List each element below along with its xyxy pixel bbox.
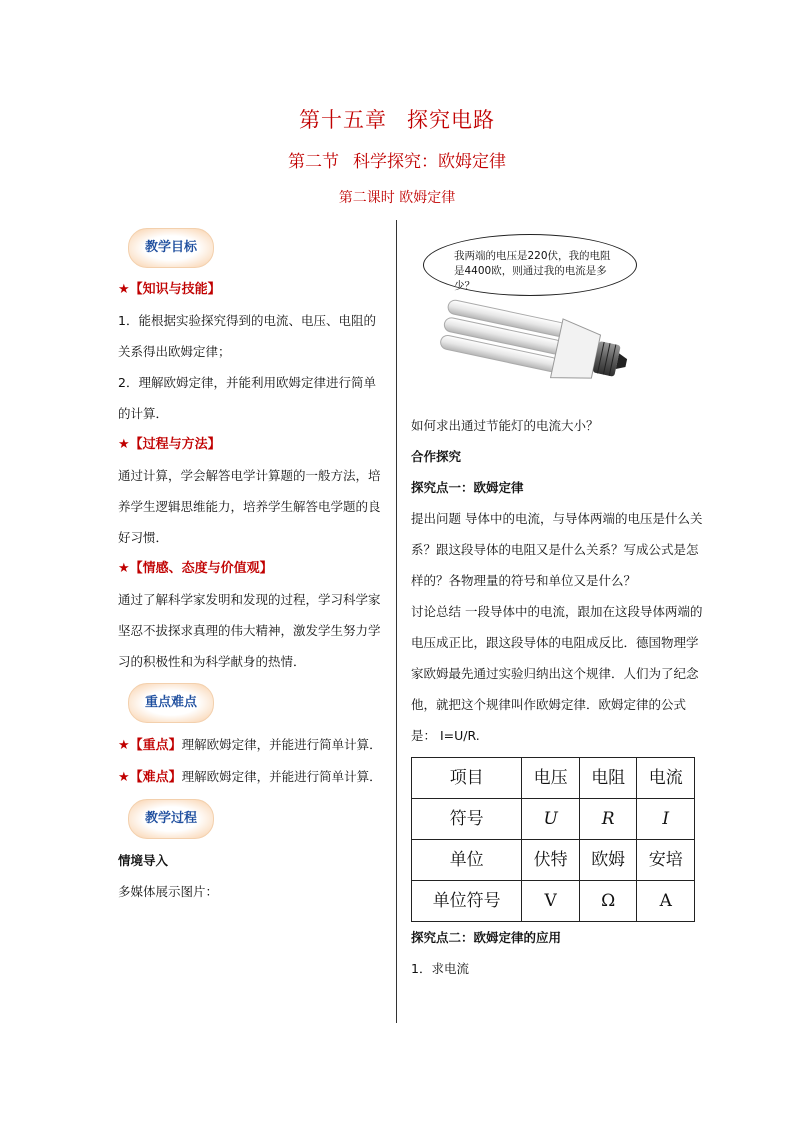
- chapter-number: 第十五章: [299, 108, 387, 132]
- section-title: [0, 147, 794, 172]
- badge-teaching-goals: 教学目标: [128, 228, 214, 268]
- lamp-question: 如何求出通过节能灯的电流大小？: [411, 418, 599, 433]
- speech-bubble-text: 我两端的电压是220伏，我的电阻是4400欧，则通过我的电流是多少？: [454, 250, 611, 292]
- ask-question: 提出问题 导体中的电流，与导体两端的电压是什么关系？跟这段导体的电阻又是什么关系？写成公式是怎样的？各物理量的符号和单位又是什么？: [411, 511, 703, 588]
- knowledge-heading: ★【知识与技能】: [118, 282, 221, 297]
- star-icon: ★: [118, 770, 130, 785]
- energy-saving-lamp-image: [431, 296, 641, 404]
- intro-heading: 情境导入: [118, 853, 169, 868]
- chapter-title: [0, 104, 794, 134]
- ohm-quantities-table: [411, 757, 695, 922]
- emotion-text: 通过了解科学家发明和发现的过程，学习科学家坚忍不拔探求真理的伟大精神，激发学生努力学习的积极性和为科学献身的热情．: [118, 592, 381, 669]
- intro-text: 多媒体展示图片：: [118, 884, 219, 899]
- speech-bubble: [423, 234, 637, 296]
- table-row: 项目 电压 电阻 电流: [412, 758, 695, 799]
- table-row: 符号 U R I: [412, 799, 695, 840]
- table-row: 单位 伏特 欧姆 安培: [412, 840, 695, 881]
- star-icon: ★: [118, 437, 130, 452]
- lesson-title: 第二课时 欧姆定律: [338, 190, 456, 206]
- point2-item-1: 1．求电流: [411, 961, 469, 976]
- section-name: 科学探究：欧姆定律: [353, 152, 506, 172]
- column-divider: [396, 220, 397, 1023]
- point1-heading: 探究点一：欧姆定律: [411, 480, 524, 495]
- key-point: ★【重点】理解欧姆定律，并能进行简单计算．: [118, 737, 382, 753]
- section-number: 第二节: [288, 152, 339, 172]
- knowledge-item-1: 1．能根据实验探究得到的电流、电压、电阻的关系得出欧姆定律；: [118, 313, 376, 359]
- left-column: [118, 222, 386, 907]
- right-column: [411, 222, 707, 984]
- point2-heading: 探究点二：欧姆定律的应用: [411, 930, 562, 945]
- table-row: 单位符号 V Ω A: [412, 881, 695, 922]
- chapter-name: 探究电路: [407, 108, 495, 132]
- coop-heading: 合作探究: [411, 449, 462, 464]
- badge-teaching-process: 教学过程: [128, 799, 214, 839]
- knowledge-item-2: 2．理解欧姆定律，并能利用欧姆定律进行简单的计算．: [118, 375, 376, 421]
- star-icon: ★: [118, 561, 130, 576]
- discussion-summary: 讨论总结 一段导体中的电流，跟加在这段导体两端的电压成正比，跟这段导体的电阻成反比．德国物理学家欧姆最先通过实验归纳出这个规律．人们为了纪念他，就把这个规律叫作欧姆定律．欧姆定律的公式是： I=U/R.: [411, 604, 703, 743]
- emotion-heading: ★【情感、态度与价值观】: [118, 561, 273, 576]
- process-text: 通过计算，学会解答电学计算题的一般方法，培养学生逻辑思维能力，培养学生解答电学题的良好习惯．: [118, 468, 381, 545]
- badge-key-points: 重点难点: [128, 683, 214, 723]
- process-heading: ★【过程与方法】: [118, 437, 221, 452]
- star-icon: ★: [118, 282, 130, 297]
- hard-point: ★【难点】理解欧姆定律，并能进行简单计算．: [118, 769, 382, 785]
- star-icon: ★: [118, 738, 130, 753]
